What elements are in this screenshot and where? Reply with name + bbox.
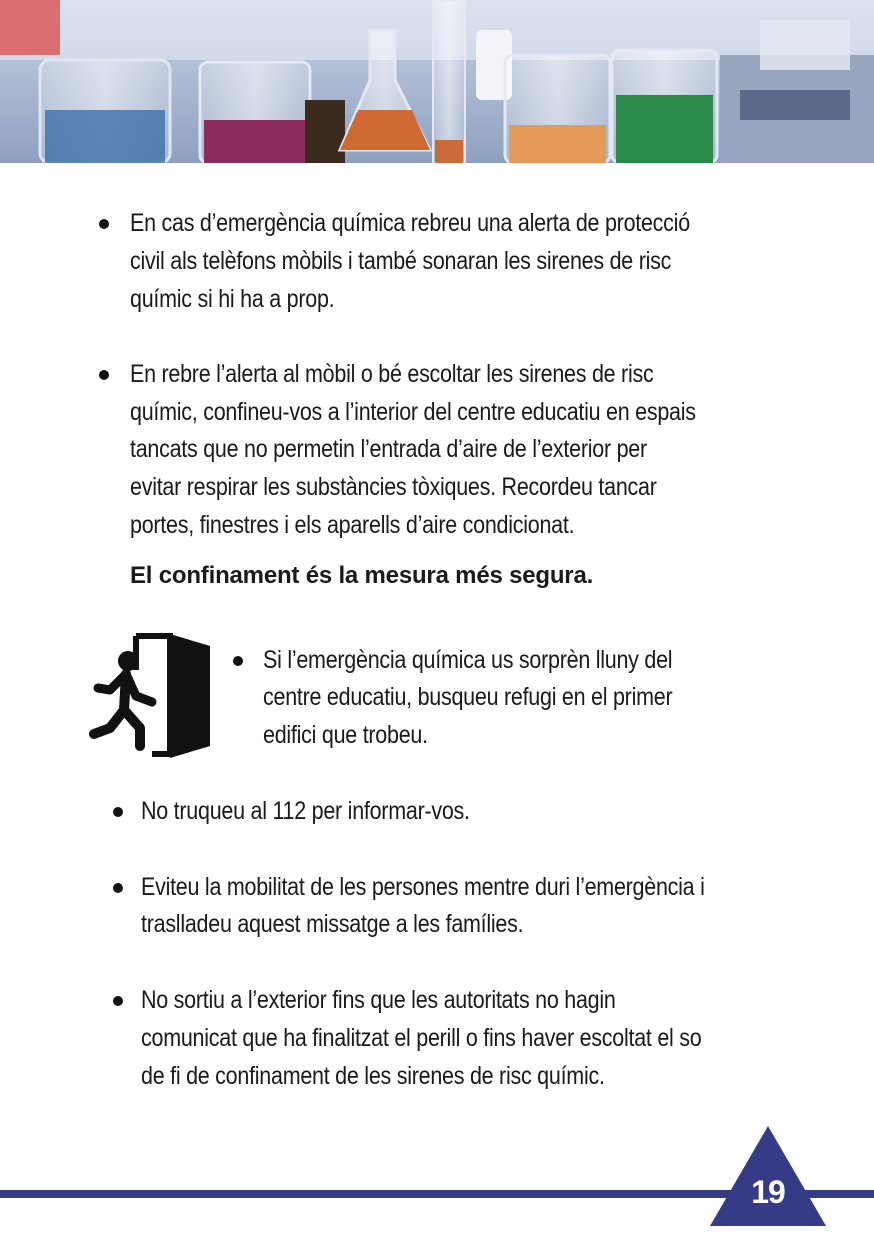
- bullet-dot: [113, 883, 123, 893]
- bullet-line: centre educatiu, busqueu refugi en el primer: [263, 683, 673, 711]
- lab-banner-image: [0, 0, 874, 163]
- running-person-exit-icon: [88, 630, 214, 760]
- bullet-line: tancats que no permetin l’entrada d’aire de l’exterior per: [130, 435, 647, 463]
- emphasis-text: El confinament és la mesura més segura.: [130, 562, 594, 589]
- bullet-line: de fi de confinament de les sirenes de risc químic.: [141, 1062, 605, 1090]
- bullet-line: edifici que trobeu.: [263, 721, 428, 749]
- bullet-line: químic si hi ha a prop.: [130, 285, 335, 313]
- bullet-dot: [113, 996, 123, 1006]
- bullet-line: Si l’emergència química us sorprèn lluny del: [263, 646, 673, 674]
- bullet-line: evitar respirar les substàncies tòxiques. Recordeu tancar: [130, 473, 657, 501]
- bullet-dot: [99, 370, 109, 380]
- bullet-dot: [99, 219, 109, 229]
- bullet-line: En rebre l’alerta al mòbil o bé escoltar les sirenes de risc: [130, 360, 654, 388]
- bullet-line: No truqueu al 112 per informar-vos.: [141, 797, 470, 825]
- page-number: 19: [751, 1174, 785, 1210]
- bullet-line: Eviteu la mobilitat de les persones mentre duri l’emergència i: [141, 873, 705, 901]
- bullet-line: químic, confineu-vos a l’interior del centre educatiu en espais: [130, 398, 696, 426]
- bullet-line: No sortiu a l’exterior fins que les autoritats no hagin: [141, 986, 616, 1014]
- bullet-line: traslladeu aquest missatge a les famílies.: [141, 910, 524, 938]
- bullet-dot: [113, 807, 123, 817]
- bullet-line: comunicat que ha finalitzat el perill o fins haver escoltat el so: [141, 1024, 702, 1052]
- bullet-dot: [233, 656, 243, 666]
- bullet-line: En cas d’emergència química rebreu una alerta de protecció: [130, 209, 690, 237]
- bullet-line: civil als telèfons mòbils i també sonaran les sirenes de risc: [130, 247, 672, 275]
- bullet-line: portes, finestres i els aparells d’aire condicionat.: [130, 511, 575, 539]
